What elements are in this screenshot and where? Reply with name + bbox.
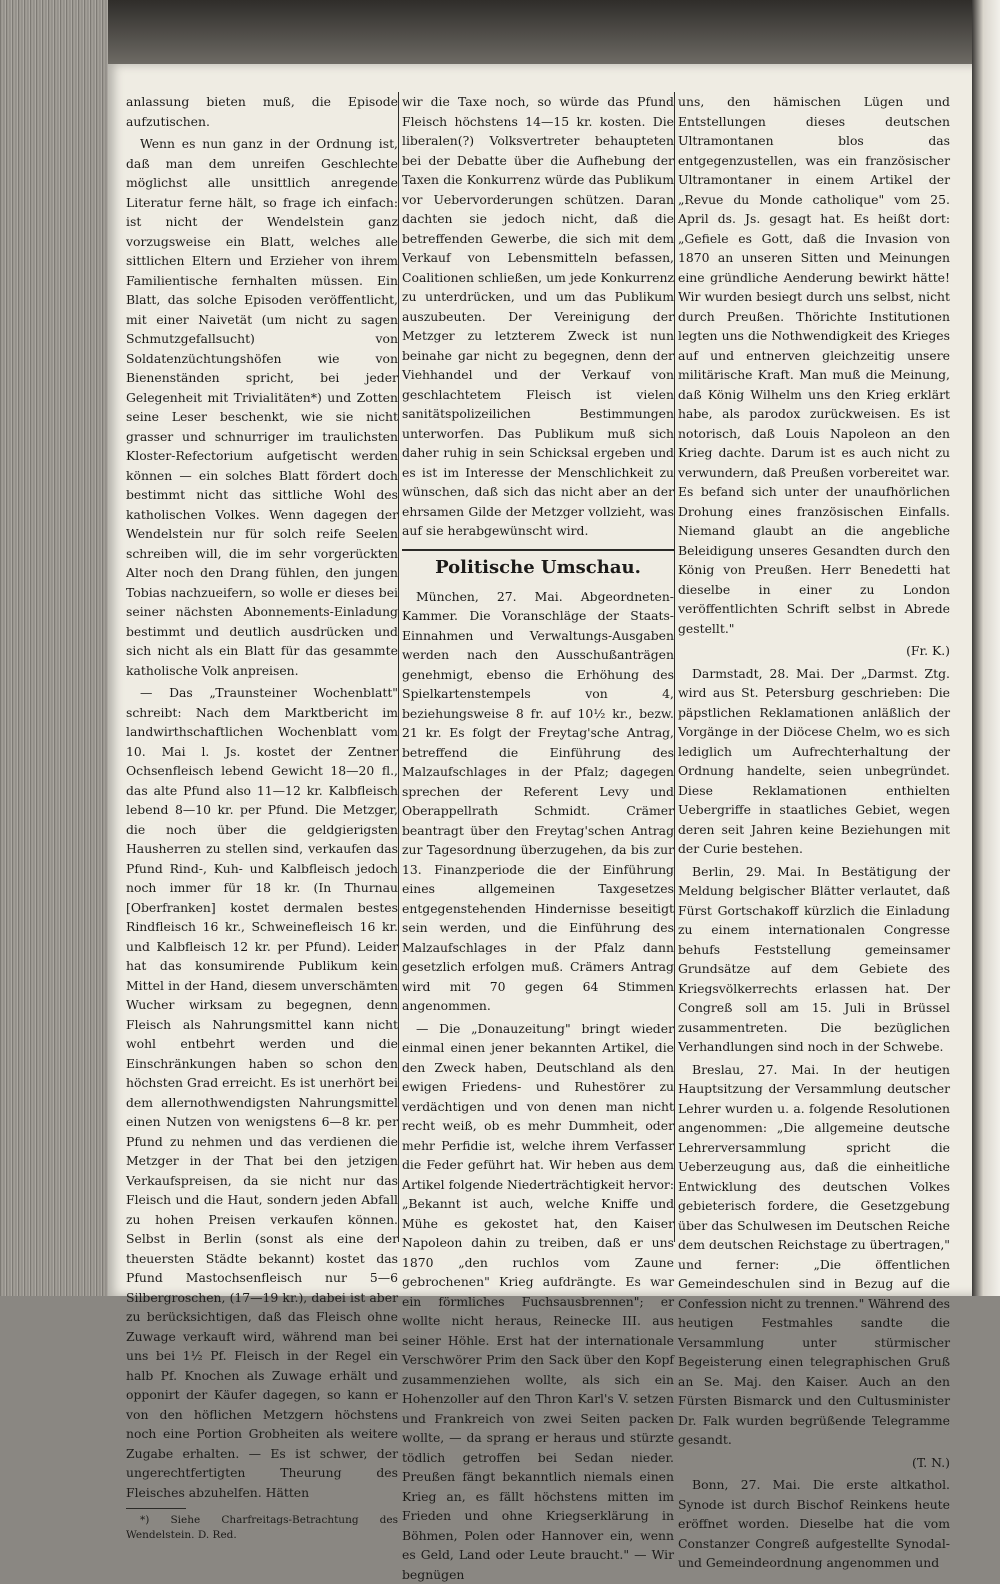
paragraph: Wenn es nun ganz in der Ordnung ist, daß man dem unreifen Geschlechte möglichst alle unsittlich anregende Literatur ferne hält, so frage ich einfach: ist nicht der Wendelstein ganz vorzugsweise ein Blatt, welches alle sittlichen Eltern und Erzieher von ihrem Familientische fernhalten müssen. Ein Blatt, das solche Episoden veröffentlicht, mit einer Naivetät (um nicht zu sagen Schmutzgefallsucht) von Soldatenzüchtungshöfen wie von Bienenständen spricht, bei jeder Gelegenheit mit Trivialitäten*) und Zotten seine Leser beschenkt, wie sie nicht grasser und schnurriger im traulichsten Kloster-Refectorium aufgetischt werden können — ein solches Blatt fördert doch bestimmt nicht das sittliche Wohl des katholischen Volkes. Wenn dagegen der Wendelstein nur für solch reife Seelen schreiben will, die im sehr vorgerückten Alter noch den Drang fühlen, den jungen Tobias nachzueifern, so wolle er dieses bei seiner nächsten Abonnements-Einladung bestimmt und deutlich ausdrücken und sich nicht als ein Blatt für das gesammte katholische Volk anpreisen. xyxy=(126,134,398,680)
column-divider xyxy=(674,92,675,1242)
section-divider xyxy=(402,549,674,551)
paragraph: Berlin, 29. Mai. In Bestätigung der Meldung belgischer Blätter verlautet, daß Fürst Gortschakoff kürzlich die Einladung zu einem internationalen Congresse behufs Feststellung gemeinsamer Grundsätze auf dem Gebiete des Kriegsvölkerrechts erlassen hat. Der Congreß soll am 15. Juli in Brüssel zusammentreten. Die bezüglichen Verhandlungen sind noch in der Schwebe. xyxy=(678,862,950,1057)
column-right xyxy=(678,92,950,1242)
column-divider xyxy=(398,92,399,1242)
scan-top-border xyxy=(108,0,972,64)
paragraph: wir die Taxe noch, so würde das Pfund Fleisch höchstens 14—15 kr. kosten. Die liberalen(?) Volksvertreter behaupteten bei der Debatte über die Aufhebung der Taxen die Konkurrenz würde das Publikum vor Uebervorderungen schützen. Daran dachten sie jedoch nicht, daß die betreffenden Gewerbe, die sich mit dem Verkauf von Lebensmitteln befassen, Coalitionen schließen, um jede Konkurrenz zu unterdrücken, und um das Publikum auszubeuten. Der Vereinigung der Metzger zu letzterem Zweck ist nun beinahe gar nicht zu begegnen, denn der Viehhandel und der Verkauf von geschlachtetem Fleisch ist vielen sanitätspolizeilichen Bestimmungen unterworfen. Das Publikum muß sich daher ruhig in sein Schicksal ergeben und es ist im Interesse der Menschlichkeit zu wünschen, daß sich das nicht aber an der ehrsamen Gilde der Metzger vollzieht, was auf sie herabgewünscht wird. xyxy=(402,92,674,541)
paragraph: anlassung bieten muß, die Episode aufzutischen. xyxy=(126,92,398,131)
paragraph: uns, den hämischen Lügen und Entstellungen dieses deutschen Ultramontanen blos das entgegenzustellen, was ein französischer Ultramontaner in einem Artikel der „Revue du Monde catholique" vom 25. April ds. Js. gesagt hat. Es heißt dort: „Gefiele es Gott, daß die Invasion von 1870 an unseren Sitten und Meinungen eine gründliche Aenderung bewirkt hätte! Wir wurden besiegt durch uns selbst, nicht durch Preußen. Thörichte Institutionen legten uns die Nothwendigkeit des Krieges auf und entnerven gleichzeitig unsere militärische Kraft. Man muß die Meinung, daß König Wilhelm uns den Krieg erklärt habe, als parodox zurückweisen. Es ist notorisch, daß Louis Napoleon an den Krieg dachte. Darum ist es auch nicht zu verwundern, daß Preußen vorbereitet war. Es befand sich unter der unaufhörlichen Drohung eines französischen Einfalls. Niemand glaubt an die angebliche Beleidigung unseres Gesandten durch den König von Preußen. Herr Benedetti hat dieselbe in einer zu London veröffentlichten Schrift selbst in Abrede gestellt." xyxy=(678,92,950,638)
footnote: *) Siehe Charfreitags-Betrachtung des Wendelstein. D. Red. xyxy=(126,1513,398,1543)
book-gutter-edge xyxy=(972,0,1000,1296)
book-page-edges xyxy=(0,0,108,1296)
paragraph: Darmstadt, 28. Mai. Der „Darmst. Ztg. wird aus St. Petersburg geschrieben: Die päpstlichen Reklamationen anläßlich der Vorgänge in der Diöcese Chelm, wo es sich lediglich um Aufrechterhaltung der Ordnung handelte, seien unbegründet. Diese Reklamationen enthielten Uebergriffe in staatliches Gebiet, wegen deren seit Jahren keine Beziehungen mit der Curie bestehen. xyxy=(678,664,950,859)
column-middle xyxy=(402,92,674,1242)
paragraph: — Das „Traunsteiner Wochenblatt" schreibt: Nach dem Marktbericht im landwirthschaftlichen Wochenblatt vom 10. Mai l. Js. kostet der Zentner Ochsenfleisch lebend Gewicht 18—20 fl., das alte Pfund also 11—12 kr. Kalbfleisch lebend 8—10 kr. per Pfund. Die Metzger, die noch über die geldgierigsten Hausherren zu stellen sind, verkaufen das Pfund Rind-, Kuh- und Kalbfleisch jedoch noch immer für 18 kr. (In Thurnau [Oberfranken] kostet dermalen bestes Rindfleisch 16 kr., Schweinefleisch 16 kr. und Kalbfleisch 12 kr. per Pfund). Leider hat das konsumirende Publikum kein Mittel in der Hand, diesem unverschämten Wucher wirksam zu begegnen, denn Fleisch als Nahrungsmittel kann nicht wohl entbehrt werden und die Einschränkungen haben so schon den höchsten Grad erreicht. Es ist unerhört bei dem allernothwendigsten Nahrungsmittel einen Nutzen von wenigstens 6—8 kr. per Pfund zu nehmen und das verdienen die Metzger in der That bei den jetzigen Verkaufspreisen, da sie nicht nur das Fleisch und die Haut, sondern jeden Abfall zu hohen Preisen verkaufen können. Selbst in Berlin (sonst als eine der theuersten Städte bekannt) kostet das Pfund Mastochsenfleisch nur 5—6 Silbergroschen, (17—19 kr.), dabei ist aber zu berücksichtigen, daß das Fleisch ohne Zuwage verkauft wird, während man bei uns bei 1½ Pf. Fleisch in der Regel ein halb Pf. Knochen als Zuwage erhält und opponirt der Käufer dagegen, so kann er von den höflichen Metzgern höchstens noch eine Portion Grobheiten als weitere Zugabe erhalten. — Es ist schwer, der ungerechtfertigten Theurung des Fleisches abzuhelfen. Hätten xyxy=(126,683,398,1502)
paragraph: Breslau, 27. Mai. In der heutigen Hauptsitzung der Versammlung deutscher Lehrer wurden u. a. folgende Resolutionen angenommen: „Die allgemeine deutsche Lehrerversammlung spricht die Ueberzeugung aus, daß die einheitliche Entwicklung des deutschen Volkes gebieterisch fordere, die Gesetzgebung über das Schulwesen im Deutschen Reiche dem deutschen Reichstage zu übertragen," und ferner: „Die öffentlichen Gemeindeschulen sind in Bezug auf die Confession nicht zu trennen." Während des heutigen Festmahles sandte die Versammlung unter stürmischer Begeisterung einen telegraphischen Gruß an Se. Maj. den Kaiser. Auch an den Fürsten Bismarck und den Cultusminister Dr. Falk wurden begrüßende Telegramme gesandt. xyxy=(678,1060,950,1450)
author-signature: (Fr. K.) xyxy=(678,641,950,661)
paragraph: München, 27. Mai. Abgeordneten-Kammer. Die Voranschläge der Staats-Einnahmen und Verwaltungs-Ausgaben werden nach den Ausschußanträgen genehmigt, ebenso die Erhöhung des Spielkartenstempels von 4, beziehungsweise 8 fr. auf 10½ kr., bezw. 21 kr. Es folgt der Freytag'sche Antrag, betreffend die Einführung des Malzaufschlages in der Pfalz; dagegen sprechen der Referent Levy und Oberappellrath Schmidt. Crämer beantragt über den Freytag'schen Antrag zur Tagesordnung überzugehen, da bis zur 13. Finanzperiode die der Einführung eines allgemeinen Taxgesetzes entgegenstehenden Hindernisse beseitigt sein werden, und die Einführung des Malzaufschlages in der Pfalz dann gesetzlich erfolgen muß. Crämers Antrag wird mit 70 gegen 64 Stimmen angenommen. xyxy=(402,587,674,1016)
footnote-divider xyxy=(126,1508,186,1509)
author-signature: (T. N.) xyxy=(678,1453,950,1473)
paragraph: Bonn, 27. Mai. Die erste altkathol. Synode ist durch Bischof Reinkens heute eröffnet worden. Dieselbe hat die vom Constanzer Congreß aufgestellte Synodal- und Gemeindeordnung angenommen und xyxy=(678,1475,950,1573)
paragraph: — Die „Donauzeitung" bringt wieder einmal einen jener bekannten Artikel, die den Zweck haben, Deutschland als den ewigen Friedens- und Ruhestörer zu verdächtigen und von denen man nicht recht weiß, ob es mehr Dummheit, oder mehr Perfidie ist, welche ihrem Verfasser die Feder geführt hat. Wir heben aus dem Artikel folgende Niederträchtigkeit hervor: „Bekannt ist auch, welche Kniffe und Mühe es gekostet hat, den Kaiser Napoleon dahin zu treiben, daß er uns 1870 „den ruchlos vom Zaune gebrochenen" Krieg aufdrängte. Es war ein förmliches Fuchsausbrennen"; er wollte nicht heraus, Reinecke III. aus seiner Höhle. Erst hat der internationale Verschwörer Prim den Sack über den Kopf zusammenziehen wollte, als sich ein Hohenzoller auf den Thron Karl's V. setzen und Frankreich von zwei Seiten packen wollte, — da sprang er heraus und stürzte tödlich getroffen bei Sedan nieder. Preußen fängt bekanntlich niemals einen Krieg an, es fällt höchstens mitten im Frieden und ohne Kriegserklärung in Böhmen, Polen oder Hannover ein, wenn es Geld, Land oder Leute braucht." — Wir begnügen xyxy=(402,1019,674,1584)
section-title: Politische Umschau. xyxy=(402,555,674,581)
column-left xyxy=(126,92,398,1242)
